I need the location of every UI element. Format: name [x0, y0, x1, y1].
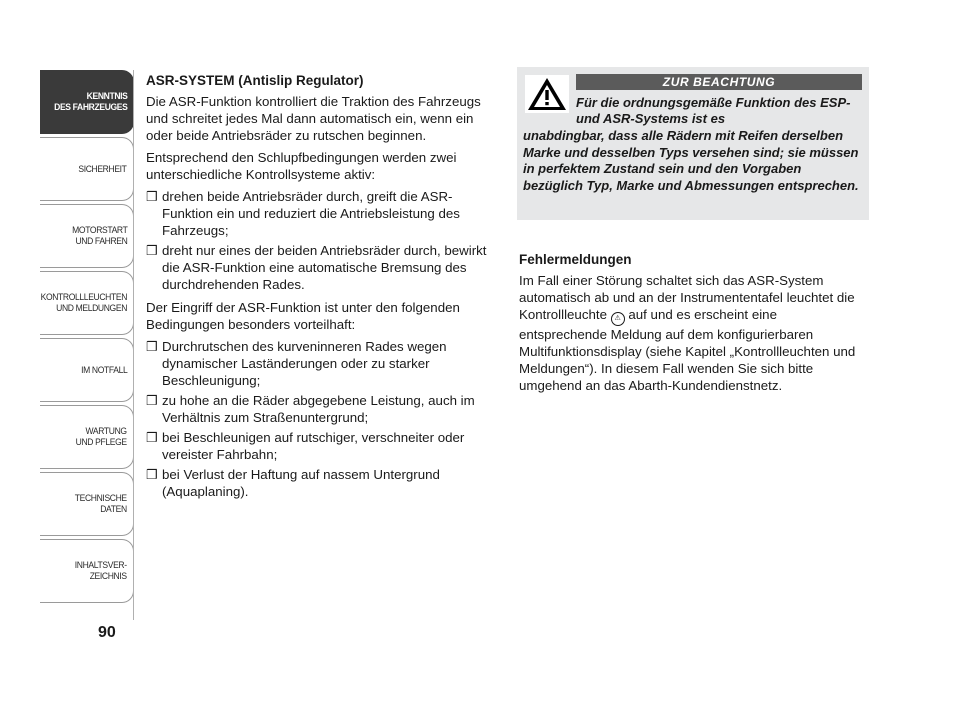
checkbox-bullet-icon: ❒: [146, 243, 158, 258]
asr-section: [146, 72, 496, 503]
paragraph: Im Fall einer Störung schaltet sich das ASR-System automatisch ab und an der Instrumententafel leuchtet die Kontrollleuchte ⚠ auf und es erscheint eine entsprechende Meldung auf dem konfigurierbaren Multifunktionsdisplay (siehe Kapitel „Kontrollleuchten und Meldungen“). In diesem Fall wenden Sie sich bitte umgehend an das Abarth-Kundendienstnetz.: [519, 273, 856, 393]
checkbox-bullet-icon: ❒: [146, 393, 158, 408]
checkbox-bullet-icon: ❒: [146, 467, 158, 482]
checkbox-bullet-icon: ❒: [146, 189, 158, 204]
tab-label: INHALTSVER- ZEICHNIS: [75, 560, 127, 582]
checkbox-bullet-icon: ❒: [146, 339, 158, 354]
list-item: ❒ bei Verlust der Haftung auf nassem Untergrund (Aquaplaning).: [146, 467, 440, 499]
tab-im-notfall[interactable]: [40, 338, 134, 402]
tab-inhaltsverzeichnis[interactable]: [40, 539, 134, 603]
warning-box: [517, 67, 869, 220]
list-item: ❒ dreht nur eines der beiden Antriebsräder durch, bewirkt die ASR-Funktion eine automatische Bremsung des durchdrehenden Rades.: [146, 243, 487, 292]
sidebar-divider: [133, 70, 134, 620]
tab-label: IM NOTFALL: [80, 364, 127, 376]
tab-label: WARTUNG UND PFLEGE: [75, 426, 127, 448]
chapter-tabs: [40, 70, 134, 606]
asr-warning-light-icon: ⚠: [611, 312, 625, 326]
tab-sicherheit[interactable]: [40, 137, 134, 201]
list-item: ❒ drehen beide Antriebsräder durch, greift die ASR-Funktion ein und reduziert die Antriebsleistung des Fahrzeugs;: [146, 189, 460, 238]
list-item: ❒ zu hohe an die Räder abgegebene Leistung, auch im Verhältnis zum Straßenuntergrund;: [146, 393, 475, 425]
section-heading: Fehlermeldungen: [519, 252, 632, 267]
warning-lead-text: Für die ordnungsgemäße Funktion des ESP- und ASR-Systems ist es: [576, 95, 851, 126]
warning-header: ZUR BEACHTUNG: [576, 74, 862, 90]
tab-label: MOTORSTART UND FAHREN: [71, 225, 127, 247]
paragraph: Der Eingriff der ASR-Funktion ist unter den folgenden Bedingungen besonders vorteilhaft:: [146, 300, 460, 332]
fehlermeldungen-section: [519, 251, 861, 399]
page-number: 90: [98, 624, 116, 641]
tab-label: KONTROLLLEUCHTEN UND MELDUNGEN: [40, 292, 127, 314]
paragraph: Entsprechend den Schlupfbedingungen werden zwei unterschiedliche Kontrollsysteme aktiv:: [146, 150, 457, 182]
tab-label: SICHERHEIT: [78, 163, 127, 175]
tab-motorstart-und-fahren[interactable]: [40, 204, 134, 268]
checkbox-bullet-icon: ❒: [146, 430, 158, 445]
list-item: ❒ bei Beschleunigen auf rutschiger, verschneiter oder vereister Fahrbahn;: [146, 430, 465, 462]
tab-wartung-und-pflege[interactable]: [40, 405, 134, 469]
tab-label: TECHNISCHE DATEN: [75, 493, 127, 515]
tab-kontrollleuchten-und-meldungen[interactable]: [40, 271, 134, 335]
tab-kenntnis-des-fahrzeuges[interactable]: [40, 70, 134, 134]
list-item: ❒ Durchrutschen des kurveninneren Rades wegen dynamischer Laständerungen oder zu starker Beschleunigung;: [146, 339, 447, 388]
warning-triangle-icon: [525, 75, 569, 113]
tab-technische-daten[interactable]: [40, 472, 134, 536]
paragraph: Die ASR-Funktion kontrolliert die Traktion des Fahrzeugs und schreitet jedes Mal dann automatisch ein, wenn ein oder beide Antriebsräder zu rutschen beginnen.: [146, 94, 481, 143]
section-heading: ASR-SYSTEM (Antislip Regulator): [146, 73, 364, 88]
tab-label: KENNTNIS DES FAHRZEUGES: [53, 91, 127, 113]
warning-text: unabdingbar, dass alle Rädern mit Reifen derselben Marke und desselben Typs versehen sind; sie müssen in perfektem Zustand sein und den Vorgaben bezüglich Typ, Marke und Abmessungen entsprechen.: [523, 128, 859, 193]
